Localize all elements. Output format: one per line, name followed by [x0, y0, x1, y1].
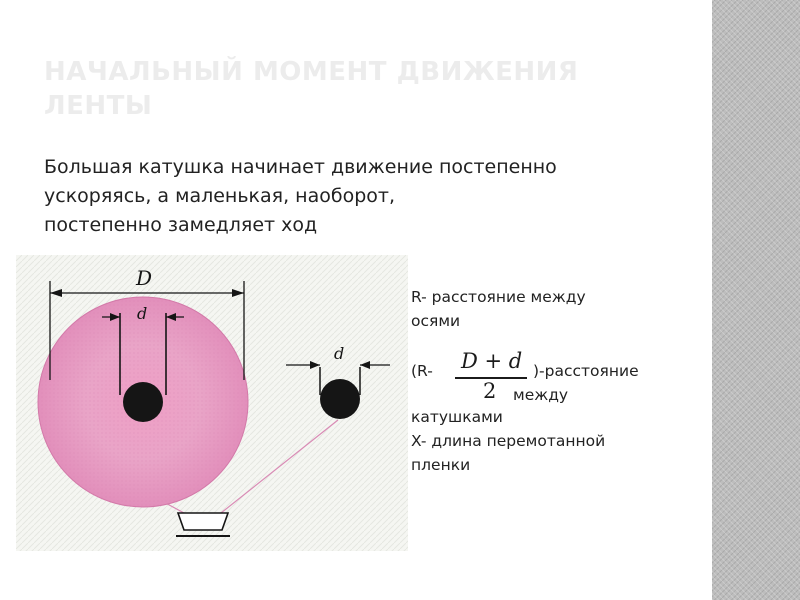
tape-reels-diagram — [16, 255, 408, 551]
legend-notes — [411, 285, 701, 477]
note-x-line-2: пленки — [411, 456, 471, 474]
formula-suffix: )-расстояние — [533, 362, 639, 380]
formula-between: между — [513, 386, 569, 404]
note-reels: катушками — [411, 408, 503, 426]
formula-denominator: 2 — [483, 379, 497, 403]
slide-title — [44, 55, 644, 123]
body-line-3: постепенно замедляет ход — [44, 214, 318, 236]
body-line-2: ускоряясь, а маленькая, наоборот, — [44, 185, 395, 207]
note-x-line-1: X- длина перемотанной — [411, 432, 606, 450]
formula-numerator: D + d — [461, 349, 523, 373]
label-d-large: d — [137, 304, 148, 323]
slide-title-line-1: НАЧАЛЬНЫЙ МОМЕНТ ДВИЖЕНИЯ — [44, 57, 579, 87]
body-line-1: Большая катушка начинает движение постепенно — [44, 156, 557, 178]
slide-title-line-2: ЛЕНТЫ — [44, 91, 153, 121]
large-reel-hub — [123, 382, 163, 422]
formula-row — [411, 349, 701, 405]
decorative-side-strip — [712, 0, 800, 600]
slide-body-text — [44, 153, 684, 240]
note-r-line-2: осями — [411, 312, 461, 330]
label-D: D — [136, 266, 153, 290]
label-d-small: d — [334, 344, 345, 363]
note-r-line-1: R- расстояние между — [411, 288, 586, 306]
small-reel-hub — [320, 379, 360, 419]
formula-prefix: (R- — [411, 362, 433, 380]
tape-head — [178, 513, 228, 530]
tape-reels-figure — [16, 255, 408, 551]
